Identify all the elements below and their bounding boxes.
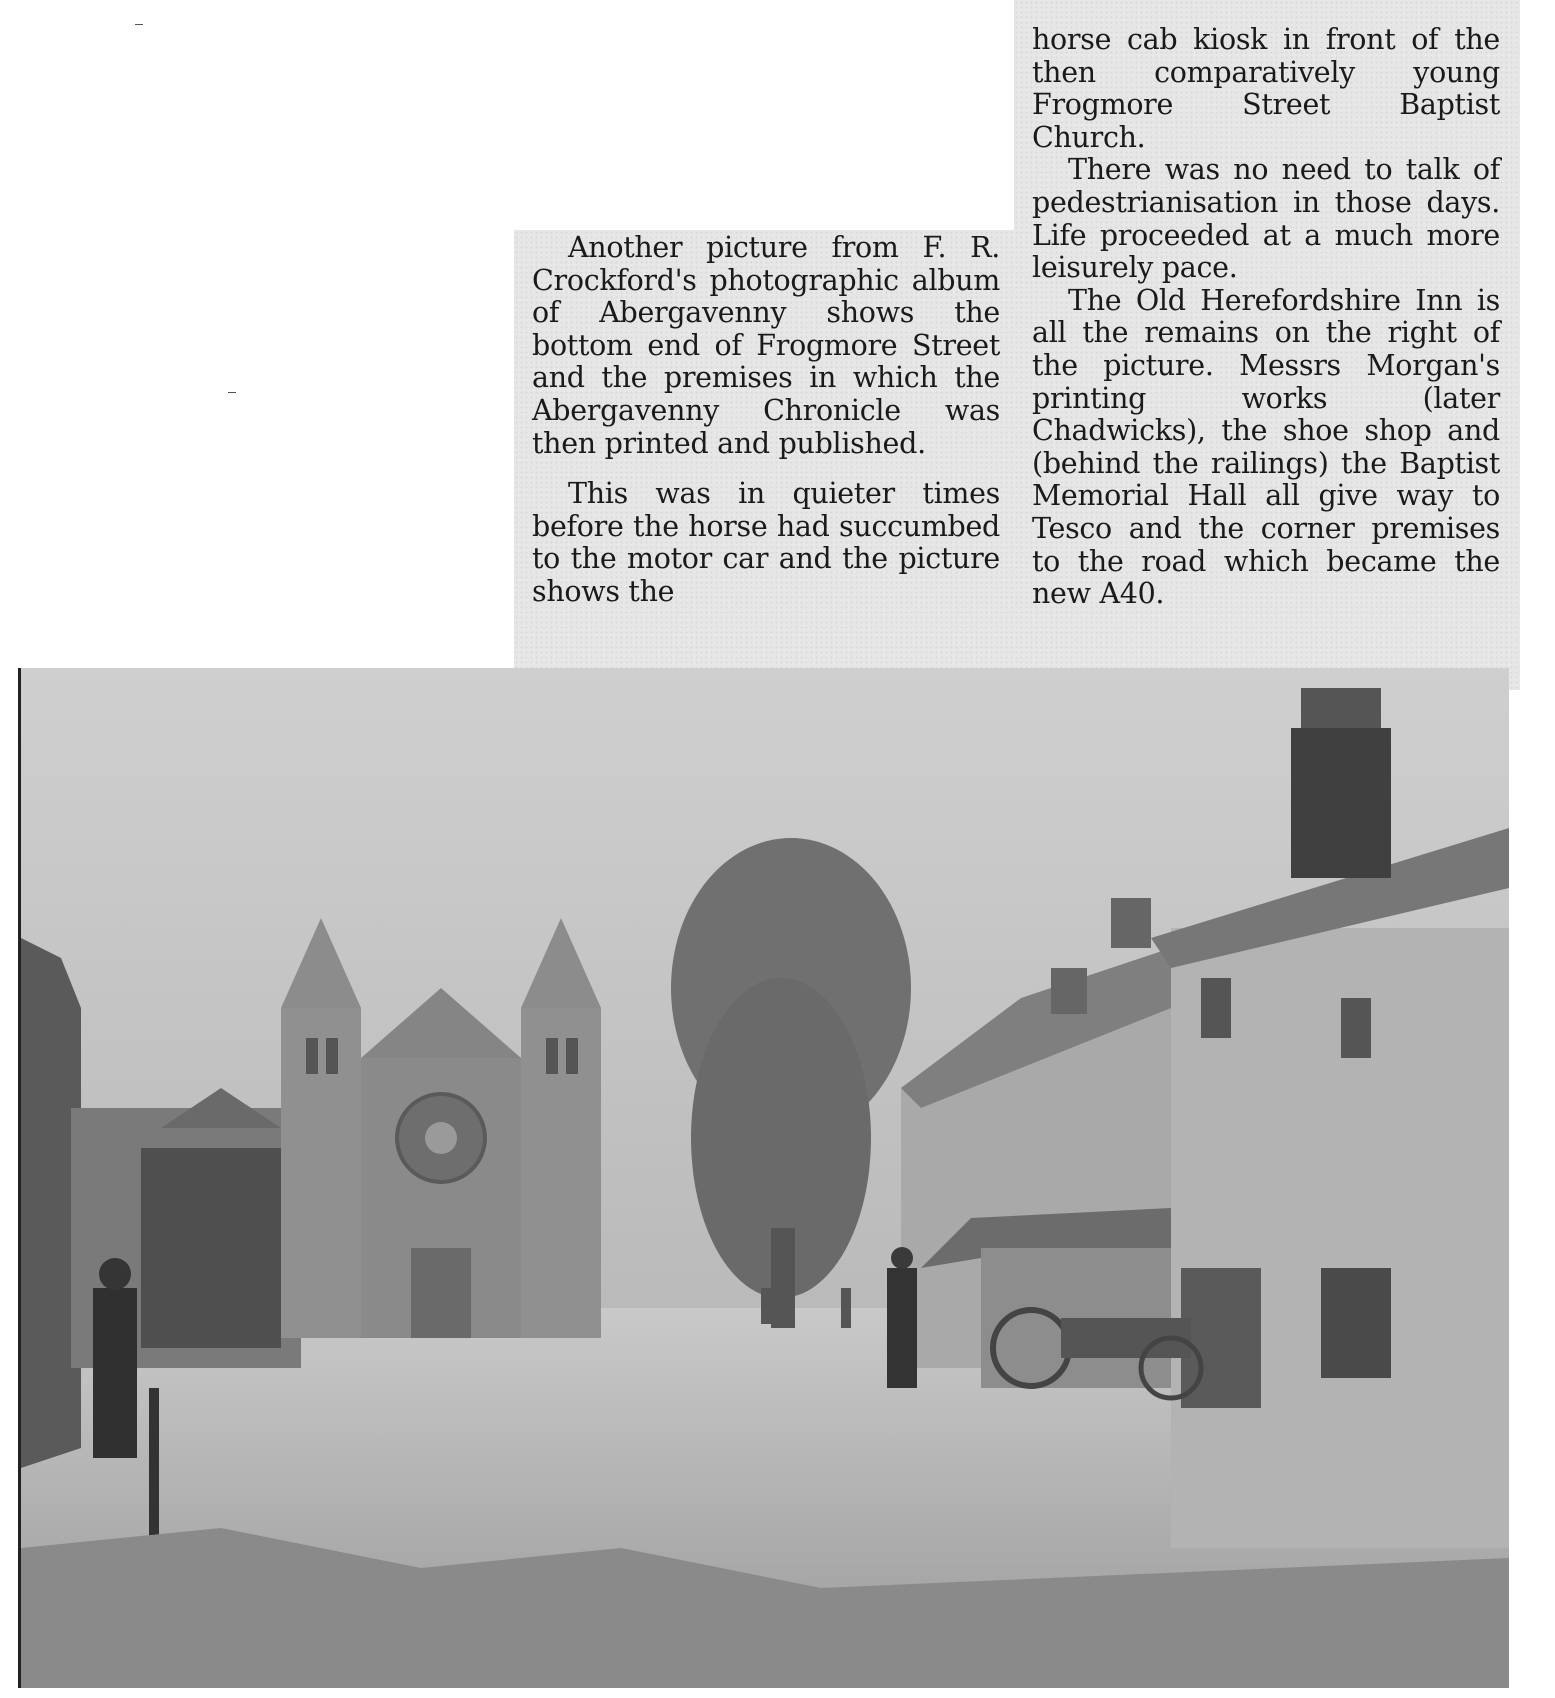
article-paragraph: The Old Herefordshire Inn is all the remains on the right of the picture. Messrs Morgan's printing works (later Chadwicks), the shoe shop and (behind the railings) the Baptist Memorial Hall all give way to Tesco and the corner premises to the road which became the new A40.: [1032, 283, 1500, 611]
photo-illustration: [21, 668, 1509, 1688]
article-paragraph: This was in quieter times before the horse had succumbed to the motor car and the picture shows the: [532, 477, 1000, 608]
article-paragraph: There was no need to talk of pedestrianisation in those days. Life proceeded at a much more leisurely pace.: [1032, 153, 1500, 285]
article-right-column: [1032, 24, 1500, 611]
street-scene-photograph: [18, 668, 1509, 1688]
scan-mark: [135, 24, 143, 25]
article-paragraph: Another picture from F. R. Crockford's photographic album of Abergavenny shows the bottom end of Frogmore Street and the premises in which the Abergavenny Chronicle was then printed and published.: [532, 231, 1000, 460]
article-left-column: [532, 232, 1000, 609]
scan-mark: [228, 392, 236, 393]
article-paragraph: horse cab kiosk in front of the then comparatively young Frogmore Street Baptist Church.: [1032, 23, 1500, 154]
